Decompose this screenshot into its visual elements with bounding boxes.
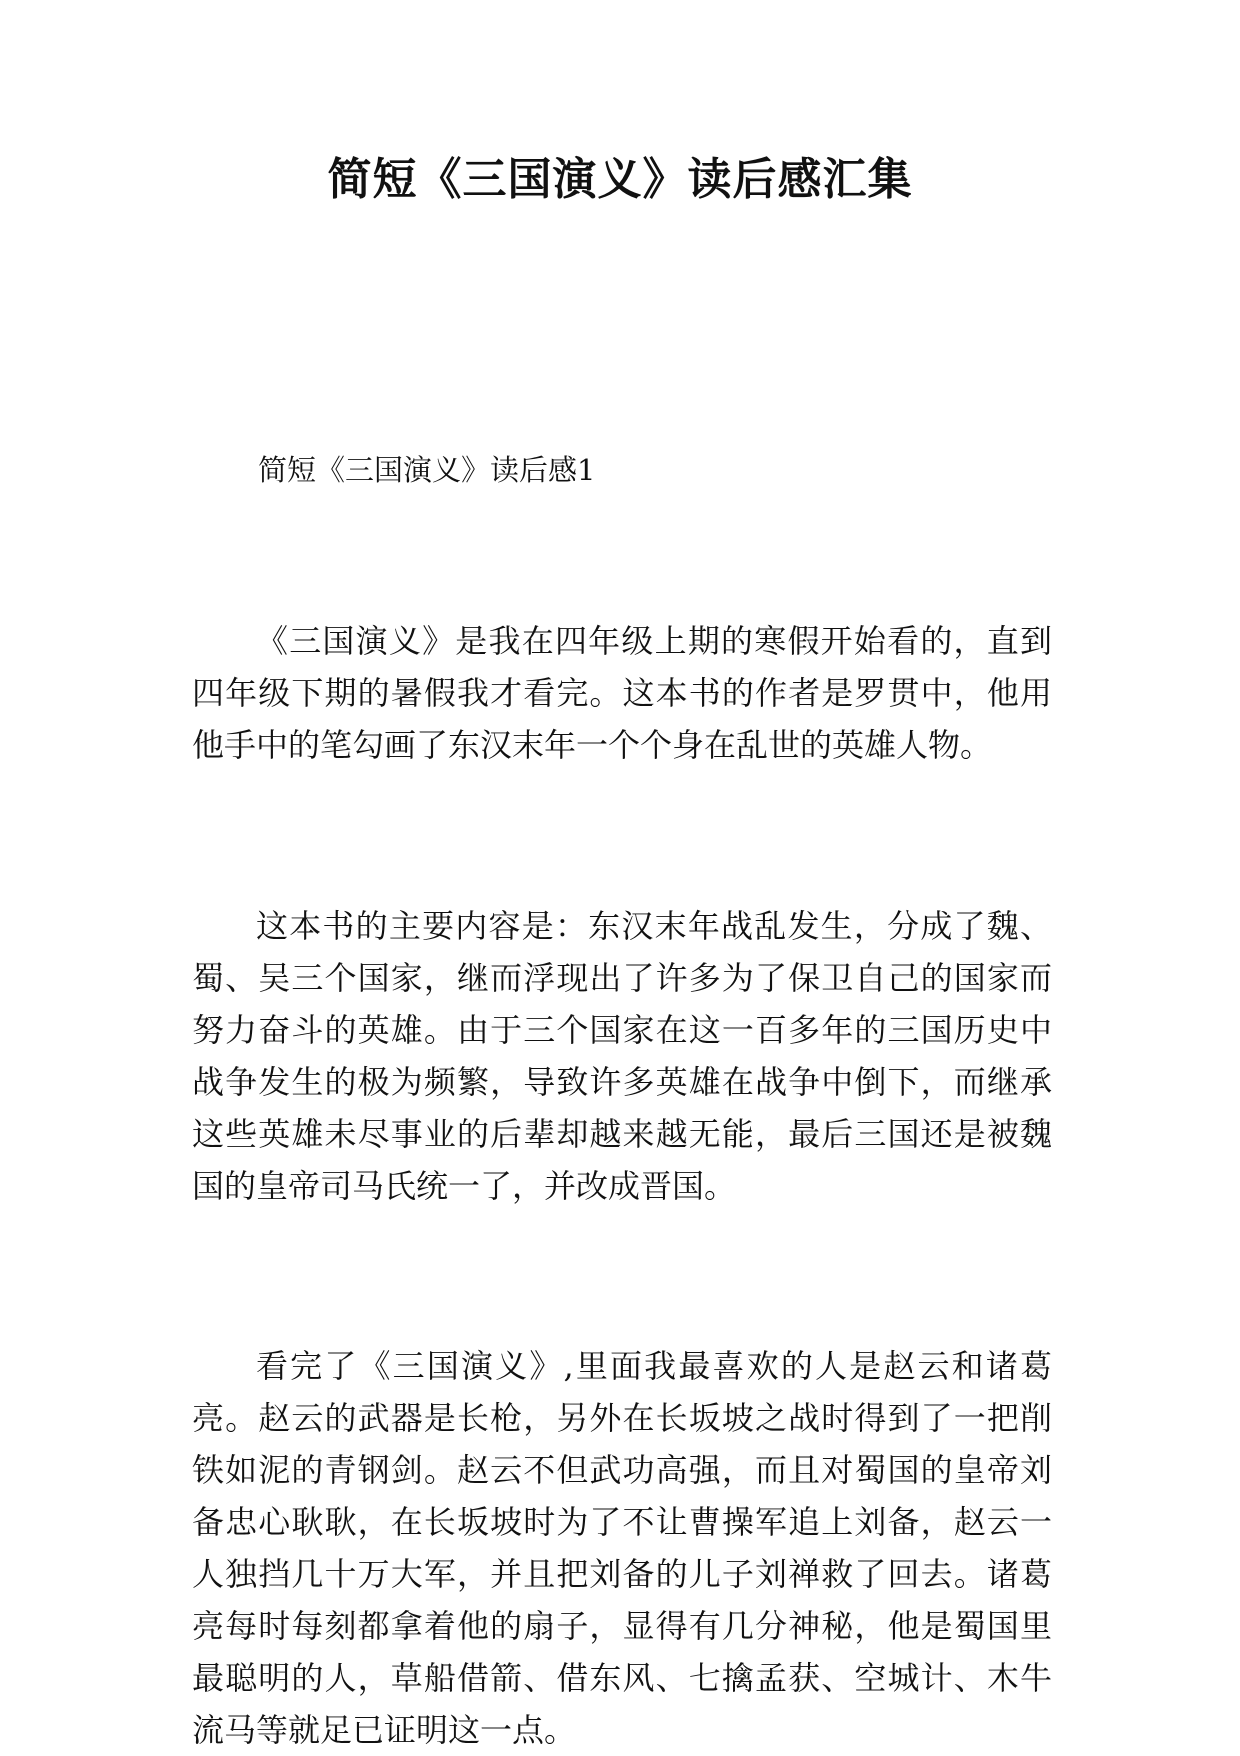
paragraph-3: 看完了《三国演义》,里面我最喜欢的人是赵云和诸葛亮。赵云的武器是长枪，另外在长坂坡之战时得到了一把削铁如泥的青钢剑。赵云不但武功高强，而且对蜀国的皇帝刘备忠心耿耿，在长坂坡时为了不让曹操军追上刘备，赵云一人独挡几十万大军，并且把刘备的儿子刘禅救了回去。诸葛亮每时每刻都拿着他的扇子，显得有几分神秘，他是蜀国里最聪明的人，草船借箭、借东风、七擒孟获、空城计、木牛流马等就足已证明这一点。 <box>192 1347 1052 1749</box>
page-title: 简短《三国演义》读后感汇集 <box>327 154 913 205</box>
paragraph-2: 这本书的主要内容是：东汉末年战乱发生，分成了魏、蜀、吴三个国家，继而浮现出了许多为了保卫自己的国家而努力奋斗的英雄。由于三个国家在这一百多年的三国历史中战争发生的极为频繁，导致许多英雄在战争中倒下，而继承这些英雄未尽事业的后辈却越来越无能，最后三国还是被魏国的皇帝司马氏统一了，并改成晋国。 <box>192 907 1052 1205</box>
paragraph-1: 《三国演义》是我在四年级上期的寒假开始看的，直到四年级下期的暑假我才看完。这本书的作者是罗贯中，他用他手中的笔勾画了东汉末年一个个身在乱世的英雄人物。 <box>192 622 1052 764</box>
section-heading: 简短《三国演义》读后感1 <box>258 453 596 487</box>
